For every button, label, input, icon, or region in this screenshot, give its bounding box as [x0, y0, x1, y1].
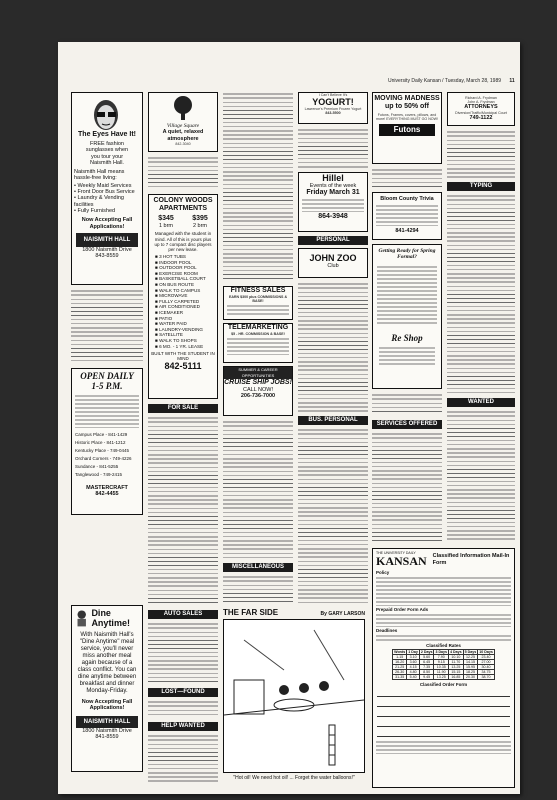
- rates-cell: 27.00: [478, 660, 495, 665]
- rates-cell: 13.25: [434, 675, 449, 680]
- hillel-text: [302, 198, 364, 212]
- naismith-phone: 843-8559: [95, 253, 119, 260]
- amenity-item: ■ WALK TO SHOPS: [155, 338, 197, 344]
- village-logo-area: [149, 93, 217, 123]
- naismith-address: 1800 Naismith Drive: [82, 727, 132, 734]
- help-wanted-header: HELP WANTED: [148, 722, 218, 731]
- bus-personal-header: BUS. PERSONAL: [298, 416, 368, 425]
- formal-text: [377, 265, 437, 325]
- classified-text-block: [71, 289, 143, 361]
- far-side-byline: By GARY LARSON: [320, 611, 365, 617]
- price-1: $345: [158, 215, 174, 222]
- rates-header-row: [393, 650, 495, 655]
- rates-header-cell: 5 Days: [464, 650, 477, 654]
- amenity-item: ■ 3 HOT TUBS: [155, 254, 186, 260]
- page-number: 11: [509, 78, 515, 84]
- personal-listings: [298, 282, 368, 412]
- amenity-item: ■ MICROWAVE: [155, 293, 188, 299]
- rates-header-cell: 10 Days: [479, 650, 493, 654]
- moving-title: MOVING MADNESS: [374, 95, 440, 102]
- moving-sub: up to 50% off: [385, 103, 429, 110]
- rates-header-cell: 2 Days: [420, 650, 433, 654]
- typing-header: TYPING: [447, 182, 515, 191]
- yogurt-phone: 843-5500: [325, 111, 341, 116]
- hillel-event: Friday March 31: [306, 189, 360, 197]
- far-side-title: THE FAR SIDE: [223, 608, 279, 617]
- miscellaneous-header: MISCELLANEOUS: [223, 563, 293, 572]
- cruise-ship-ad: [223, 366, 293, 416]
- rates-cell: 10.10: [449, 655, 464, 660]
- attorney-1: Richard A. Frydman: [465, 96, 497, 100]
- feature-item: • Front Door Bus Service: [74, 189, 135, 196]
- colony-title: COLONY WOODS APARTMENTS: [153, 197, 213, 212]
- attorneys-phone: 749-1122: [469, 114, 493, 121]
- colony-footer: BUILT WITH THE STUDENT IN MIND: [151, 351, 215, 362]
- order-ad-text-field[interactable]: [377, 728, 510, 737]
- feature-item: • Laundry & Vending facilities: [74, 195, 124, 208]
- formal-title: Getting Ready for Spring Formal?: [378, 248, 436, 261]
- dine-cta: Now Accepting Fall Applications!: [81, 699, 133, 712]
- closet-text: [376, 204, 438, 226]
- rates-cell: 34.75: [478, 670, 495, 675]
- rates-cell: 4.80: [407, 670, 420, 675]
- rates-header-cell: 1 Day: [408, 650, 418, 654]
- moving-madness-ad: [372, 92, 442, 164]
- telemarketing-title: TELEMARKETING: [227, 324, 289, 331]
- jz-sub: Club: [327, 263, 339, 269]
- tree-logo-icon: [163, 95, 203, 121]
- rates-cell: 38.70: [478, 675, 495, 680]
- location-phone: Kentucky Place - 749-0445: [75, 448, 130, 453]
- fitness-sales-ad: [223, 286, 293, 320]
- wanted-listings: [447, 410, 515, 542]
- amenity-item: ■ ICEMAKER: [155, 310, 184, 316]
- rates-cell: 9.45: [419, 675, 434, 680]
- for-sale-listings: [148, 416, 218, 606]
- fitness-sub: EARN $300 plus COMMISSIONS & BASE!: [228, 295, 288, 304]
- rates-cell: 3.60: [407, 660, 420, 665]
- for-sale-header: FOR SALE: [148, 404, 218, 413]
- dine-header: [72, 606, 142, 630]
- rates-cell: 7.35: [419, 665, 434, 670]
- futons-logo: Futons: [379, 124, 435, 136]
- village-logo: Village Square: [166, 123, 200, 129]
- deadlines-text: [376, 634, 511, 642]
- open-daily-ad: [71, 368, 143, 515]
- amenity-item: ■ FULLY CARPETED: [155, 298, 200, 304]
- amenity-item: ■ WALK TO CAMPUS: [155, 287, 201, 293]
- classified-text-block: [148, 156, 218, 190]
- personal-header: PERSONAL: [298, 236, 368, 245]
- deadlines-heading: Deadlines: [376, 628, 398, 633]
- cruise-title: CRUISE SHIP JOBS!: [224, 379, 292, 386]
- rates-cell: 21-25: [393, 665, 407, 670]
- classified-text-block: [298, 128, 368, 168]
- auto-sales-listings: [148, 622, 218, 684]
- location-phone: Campus Place - 841-1429: [75, 432, 128, 437]
- rates-header-cell: 3 Days: [435, 650, 448, 654]
- moving-body: Futons, Frames, covers, pillows, and more! EVERYTHING MUST GO NOW!: [376, 113, 438, 122]
- amenity-item: ■ PATIO: [155, 315, 173, 321]
- colony-amenities: [155, 254, 211, 349]
- rates-cell: 20.30: [463, 675, 478, 680]
- wanted-header: WANTED: [447, 398, 515, 407]
- amenity-item: ■ EXERCISE ROOM: [155, 270, 198, 276]
- chef-illustration-icon: [75, 608, 88, 628]
- header-text: University Daily Kansan / Tuesday, March 28, 1989: [388, 78, 502, 84]
- classified-text-block: [447, 130, 515, 178]
- classified-text-block: [223, 92, 293, 282]
- rates-cell: 8.50: [419, 670, 434, 675]
- naismith-sunglasses-ad: [71, 92, 143, 285]
- face-illustration: [72, 93, 142, 131]
- yogurt-brand: YOGURT!: [312, 97, 354, 108]
- page-header: [388, 78, 515, 84]
- body-line: sunglasses when: [85, 147, 129, 154]
- amenity-item: ■ INDOOR POOL: [155, 259, 192, 265]
- bus-personal-listings: [298, 428, 368, 604]
- sunglasses-headline: The Eyes Have It!: [78, 131, 136, 138]
- policy-heading: Policy: [376, 570, 390, 575]
- classified-text-block: [372, 168, 442, 188]
- order-footer-text: [376, 740, 511, 754]
- hillel-sub: Events of the week: [309, 183, 357, 189]
- yogurt-top: I Can't Believe It's: [318, 93, 348, 97]
- cruise-banner: SUMMER & CAREER OPPORTUNITIES: [224, 367, 292, 379]
- features-list: [74, 183, 140, 214]
- rates-cell: 18.25: [463, 670, 478, 675]
- rates-table: [392, 649, 495, 680]
- services-offered-header: SERVICES OFFERED: [372, 420, 442, 429]
- closet-ad: [372, 192, 442, 240]
- sunglasses-body: [72, 141, 142, 166]
- rates-cell: 6.45: [419, 660, 434, 665]
- naismith-logo: NAISMITH HALL: [76, 233, 138, 247]
- open-daily-title: OPEN DAILY: [80, 371, 134, 381]
- location-phone: Sundance - 841-5255: [75, 464, 119, 469]
- newspaper-page: [58, 42, 520, 794]
- bed-2: 2 brm: [192, 223, 208, 229]
- kansan-masthead: [376, 551, 511, 568]
- fitness-text: [227, 304, 289, 316]
- cruise-sub: CALL NOW!: [242, 387, 274, 393]
- telemarketing-text: [227, 337, 289, 355]
- mail-in-title: Classified Information Mail-In Form: [432, 553, 510, 566]
- rates-cell: 26-30: [393, 670, 407, 675]
- location-phones: [75, 431, 139, 479]
- re-shop-address: [379, 346, 435, 366]
- rates-cell: 10.35: [434, 665, 449, 670]
- rates-cell: 5.60: [419, 655, 434, 660]
- rates-cell: 9.15: [434, 660, 449, 665]
- colony-woods-ad: [148, 194, 218, 399]
- help-wanted-listings: [148, 734, 218, 784]
- naismith-dine-ad: [71, 605, 143, 772]
- price-2: $395: [192, 215, 208, 222]
- attorneys-sub: Diversion/Traffic/Municipal Court: [455, 110, 507, 115]
- kansan-mail-in-form: [372, 548, 515, 788]
- hillel-name: Hillel: [322, 173, 344, 183]
- rates-heading: Classified Rates: [426, 643, 461, 648]
- re-shop-logo: Re Shop: [391, 332, 423, 343]
- bed-1: 1 brm: [158, 223, 174, 229]
- open-daily-phone: 842-4455: [95, 491, 119, 498]
- rates-cell: 1-15: [393, 655, 407, 660]
- rates-cell: 12.25: [463, 655, 478, 660]
- far-side-cartoon: [223, 608, 365, 788]
- telemarketing-ad: [223, 323, 293, 363]
- order-phone-field[interactable]: [377, 708, 510, 717]
- rates-cell: 15.15: [449, 670, 464, 675]
- lost-found-listings: [148, 700, 218, 718]
- village-tagline: A quiet, relaxed atmosphere: [162, 129, 204, 142]
- lost-found-header: LOST—FOUND: [148, 688, 218, 697]
- attorneys-title: ATTORNEYS: [464, 104, 498, 111]
- body-line: you tour your: [90, 153, 124, 160]
- telemarketing-sub: $5 - HR. COMMISSION & BASE!: [231, 332, 285, 336]
- spring-formal-ad: [372, 244, 442, 389]
- colony-note: Managed with the student in mind. All of this is yours plus up to 7 compact disc players per new lease.: [154, 231, 212, 252]
- yogurt-ad: [298, 92, 368, 124]
- cruise-phone: 206-736-7000: [240, 393, 276, 400]
- rates-header-cell: 4 Days: [450, 650, 462, 654]
- location-phone: Tanglewood - 749-2415: [75, 472, 123, 477]
- kansan-title: KANSAN: [376, 554, 427, 568]
- john-zoo-ad: [298, 248, 368, 278]
- classified-text-block: [372, 393, 442, 415]
- feature-item: • Weekly Maid Services: [74, 182, 132, 189]
- classified-text-block: [223, 420, 293, 560]
- rates-cell: 5.40: [407, 675, 420, 680]
- mastercraft-label: MASTERCRAFT: [86, 485, 128, 491]
- closet-title: Bloom County Trivia: [380, 196, 434, 202]
- kansan-small: THE UNIVERSITY DAILY: [376, 551, 416, 555]
- naismith-logo: NAISMITH HALL: [76, 716, 138, 728]
- amenity-item: ■ ON BUS ROUTE: [155, 282, 195, 288]
- village-square-ad: [148, 92, 218, 152]
- prepaid-text: [376, 613, 511, 627]
- colony-prices: [149, 215, 217, 229]
- far-side-caption: "Hot oil! We need hot oil! ... Forget the water balloons!": [233, 775, 355, 781]
- feature-item: • Fully Furnished: [74, 207, 116, 214]
- hillel-ad: [298, 172, 368, 232]
- body-line: FREE fashion: [90, 141, 124, 147]
- rates-cell: 30.40: [478, 665, 495, 670]
- closet-phone: 841-4294: [395, 228, 419, 235]
- auto-sales-header: AUTO SALES: [148, 610, 218, 619]
- open-daily-text: [75, 394, 139, 428]
- rates-header-cell: Words: [394, 650, 406, 654]
- yogurt-sub: Lawrence's Premium Frozen Yogurt: [304, 107, 362, 112]
- table-row: [393, 675, 495, 680]
- order-name-field[interactable]: [377, 688, 510, 697]
- order-form-heading: Classified Order Form: [419, 682, 468, 687]
- services-offered-listings: [372, 432, 442, 542]
- prepaid-heading: Prepaid Order Form Ads: [376, 607, 429, 612]
- rates-cell: 16.85: [449, 675, 464, 680]
- rates-cell: 11.90: [434, 670, 449, 675]
- amenity-item: ■ AIR CONDITIONED: [155, 304, 200, 310]
- naismith-address: 1800 Naismith Drive: [82, 246, 132, 253]
- dine-body: With Naismith Hall's "Dine Anytime" meal service, you'll never miss another meal again because of a class conflict. You can dine anytime between breakfast and dinner Monday-Friday.: [77, 632, 137, 694]
- open-daily-time: 1-5 P.M.: [91, 381, 123, 391]
- village-phone: 842-3040: [175, 141, 191, 146]
- policy-text: [376, 576, 511, 606]
- dine-title: Dine Anytime!: [91, 608, 130, 628]
- jz-name: JOHN ZOO: [309, 253, 357, 263]
- fitness-title: FITNESS SALES: [230, 287, 286, 294]
- naismith-phone: 841-8559: [95, 733, 119, 740]
- fall-applications-cta: Now Accepting Fall Applications!: [81, 217, 133, 230]
- amenity-item: ■ 6 MO. - 1 YR. LEASE: [155, 343, 204, 349]
- amenity-item: ■ LAUNDRY-VENDING: [155, 326, 203, 332]
- amenity-item: ■ OUTDOOR POOL: [155, 265, 197, 271]
- typing-listings: [447, 194, 515, 394]
- amenity-item: ■ WATER PAID: [155, 321, 187, 327]
- order-address-field[interactable]: [377, 698, 510, 707]
- order-ad-text-field[interactable]: [377, 718, 510, 727]
- rates-cell: 23.40: [478, 655, 495, 660]
- rates-cell: 15.95: [463, 665, 478, 670]
- location-phone: Orchard Corners - 749-4226: [75, 456, 132, 461]
- cartoon-panel: [223, 619, 365, 773]
- rates-cell: 4.15: [407, 665, 420, 670]
- hillel-phone: 864-3948: [318, 213, 348, 221]
- attorneys-ad: [447, 92, 515, 126]
- rates-cell: 14.15: [463, 660, 478, 665]
- rates-cell: 31-35: [393, 675, 407, 680]
- amenity-item: ■ SATELLITE: [155, 332, 183, 338]
- features-title: Naismith Hall means hassle-free living:: [74, 169, 125, 182]
- rates-cell: 16-20: [393, 660, 407, 665]
- rates-cell: 7.90: [434, 655, 449, 660]
- colony-phone: 842-5111: [164, 361, 202, 372]
- attorney-2: John A. Frydman: [467, 100, 495, 105]
- location-phone: Historic Place - 841-1212: [75, 440, 126, 445]
- amenity-item: ■ BASKETBALL COURT: [155, 276, 206, 282]
- rates-cell: 11.70: [449, 660, 464, 665]
- rates-cell: 13.25: [449, 665, 464, 670]
- body-line: Naismith Hall.: [90, 159, 124, 166]
- rates-cell: 3.10: [407, 655, 420, 660]
- miscellaneous-listings: [223, 575, 293, 603]
